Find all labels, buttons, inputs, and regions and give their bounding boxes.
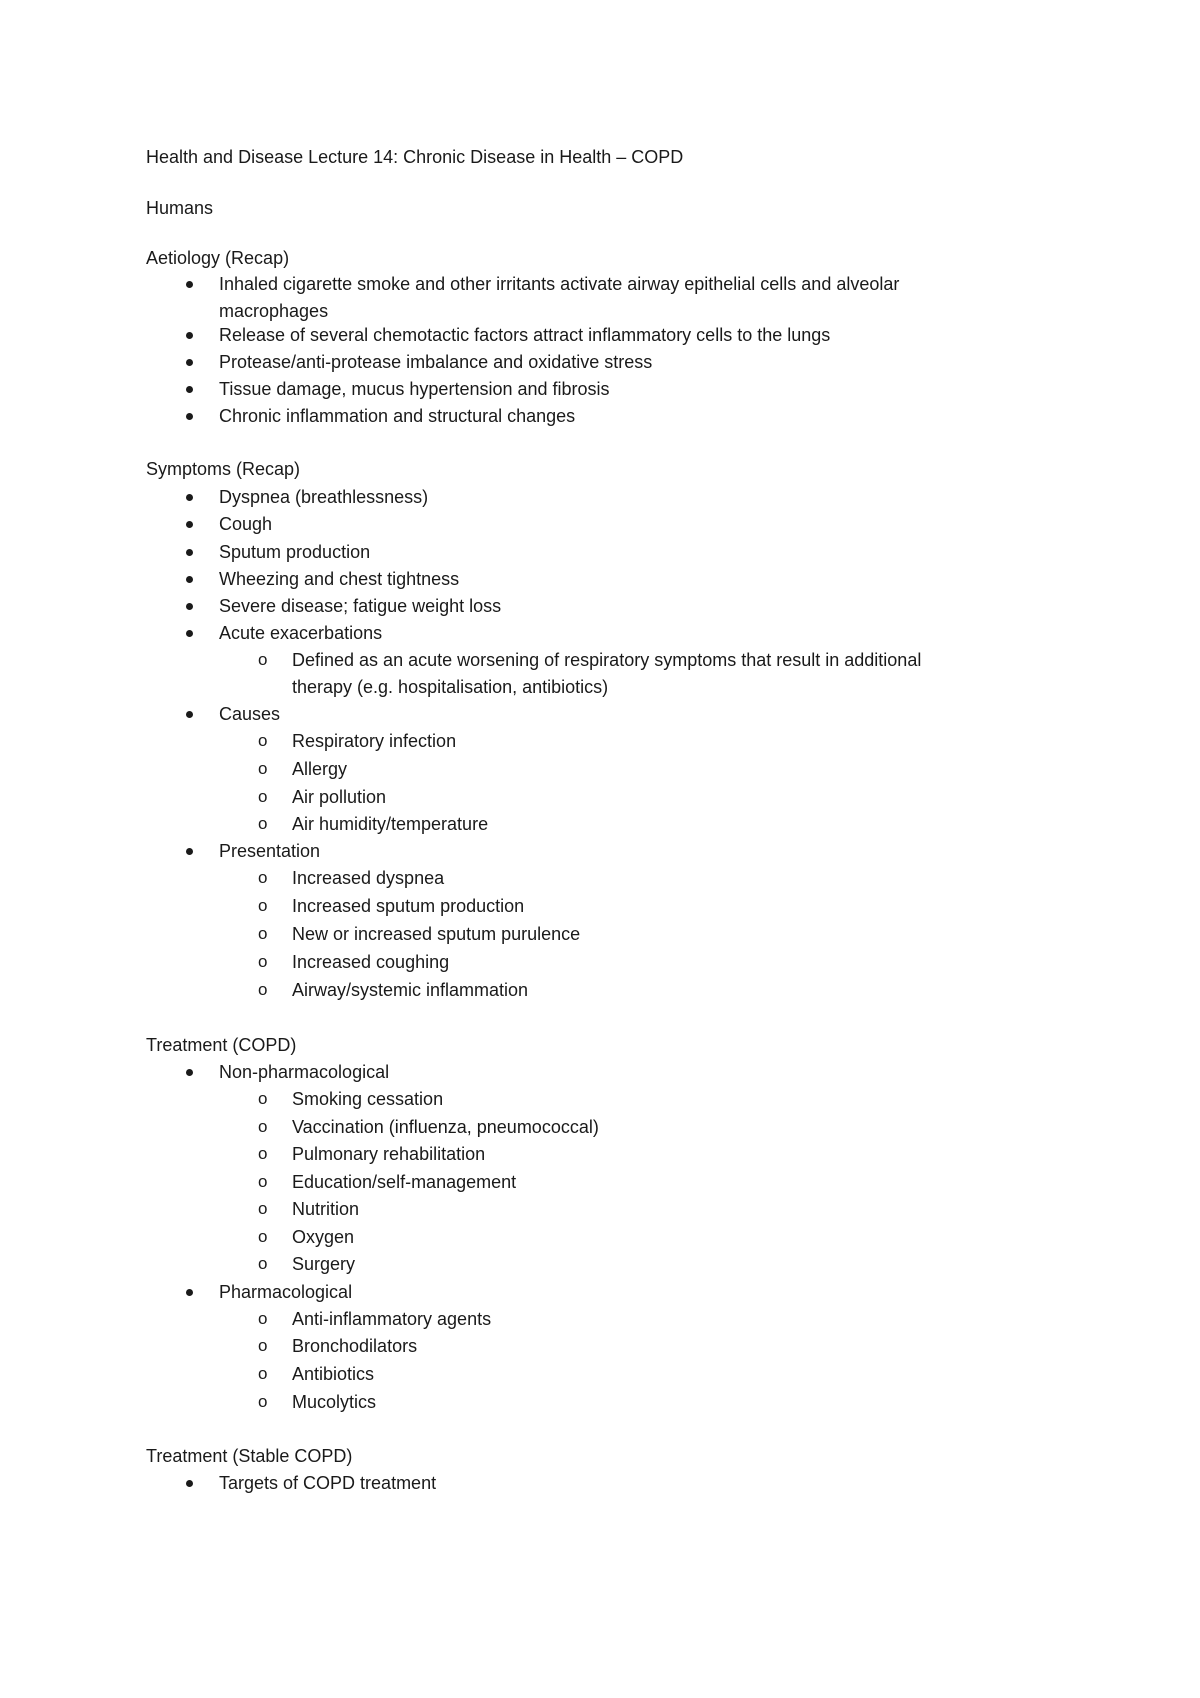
sub-list-item: Bronchodilators <box>292 1336 418 1356</box>
sub-bullet-icon: o <box>258 650 268 669</box>
sub-list-item: Respiratory infection <box>292 731 457 751</box>
sub-list-item: Smoking cessation <box>292 1089 444 1109</box>
sub-list-item: Surgery <box>292 1254 356 1274</box>
sub-list-item: Increased dyspnea <box>292 868 445 888</box>
section-heading: Aetiology (Recap) <box>146 248 290 268</box>
sub-bullet-icon: o <box>258 1392 268 1411</box>
sub-list-item: Education/self-management <box>292 1172 517 1192</box>
sub-bullet-icon: o <box>258 1089 268 1108</box>
sub-list-item: New or increased sputum purulence <box>292 924 581 944</box>
list-item: Severe disease; fatigue weight loss <box>219 596 502 616</box>
bullet-icon <box>186 413 193 420</box>
sub-list-item-continuation: therapy (e.g. hospitalisation, antibiotics) <box>292 677 609 697</box>
sub-list-item: Increased coughing <box>292 952 450 972</box>
sub-list-item: Mucolytics <box>292 1392 377 1412</box>
sub-bullet-icon: o <box>258 787 268 806</box>
bullet-icon <box>186 576 193 583</box>
list-item: Causes <box>219 704 281 724</box>
list-item: Wheezing and chest tightness <box>219 569 460 589</box>
bullet-icon <box>186 521 193 528</box>
bullet-icon <box>186 1069 193 1076</box>
list-item: Acute exacerbations <box>219 623 383 643</box>
bullet-icon <box>186 386 193 393</box>
section-heading: Symptoms (Recap) <box>146 459 301 479</box>
bullet-icon <box>186 1480 193 1487</box>
page-subtitle: Humans <box>146 198 214 218</box>
list-item: Chronic inflammation and structural changes <box>219 406 576 426</box>
list-item-continuation: macrophages <box>219 301 329 321</box>
sub-bullet-icon: o <box>258 1364 268 1383</box>
sub-bullet-icon: o <box>258 814 268 833</box>
sub-list-item: Increased sputum production <box>292 896 525 916</box>
sub-bullet-icon: o <box>258 1254 268 1273</box>
sub-bullet-icon: o <box>258 1117 268 1136</box>
sub-bullet-icon: o <box>258 1227 268 1246</box>
sub-list-item: Defined as an acute worsening of respiratory symptoms that result in additional <box>292 650 922 670</box>
list-item: Protease/anti-protease imbalance and oxidative stress <box>219 352 653 372</box>
sub-bullet-icon: o <box>258 924 268 943</box>
bullet-icon <box>186 549 193 556</box>
bullet-icon <box>186 848 193 855</box>
bullet-icon <box>186 359 193 366</box>
list-item: Cough <box>219 514 273 534</box>
section-heading: Treatment (COPD) <box>146 1035 297 1055</box>
list-item: Inhaled cigarette smoke and other irritants activate airway epithelial cells and alveolar <box>219 274 900 294</box>
sub-list-item: Pulmonary rehabilitation <box>292 1144 486 1164</box>
list-item: Targets of COPD treatment <box>219 1473 437 1493</box>
list-item: Presentation <box>219 841 321 861</box>
list-item: Non-pharmacological <box>219 1062 390 1082</box>
bullet-icon <box>186 281 193 288</box>
sub-bullet-icon: o <box>258 980 268 999</box>
bullet-icon <box>186 332 193 339</box>
sub-bullet-icon: o <box>258 1172 268 1191</box>
sub-list-item: Airway/systemic inflammation <box>292 980 529 1000</box>
page-title: Health and Disease Lecture 14: Chronic Disease in Health – COPD <box>146 147 684 167</box>
list-item: Dyspnea (breathlessness) <box>219 487 429 507</box>
sub-list-item: Air pollution <box>292 787 387 807</box>
sub-list-item: Air humidity/temperature <box>292 814 489 834</box>
sub-bullet-icon: o <box>258 1144 268 1163</box>
sub-bullet-icon: o <box>258 1336 268 1355</box>
list-item: Tissue damage, mucus hypertension and fibrosis <box>219 379 610 399</box>
bullet-icon <box>186 494 193 501</box>
sub-bullet-icon: o <box>258 868 268 887</box>
bullet-icon <box>186 603 193 610</box>
sub-list-item: Oxygen <box>292 1227 355 1247</box>
bullet-icon <box>186 711 193 718</box>
bullet-icon <box>186 630 193 637</box>
list-item: Sputum production <box>219 542 371 562</box>
sub-list-item: Anti-inflammatory agents <box>292 1309 492 1329</box>
sub-list-item: Antibiotics <box>292 1364 375 1384</box>
list-item: Release of several chemotactic factors attract inflammatory cells to the lungs <box>219 325 831 345</box>
section-heading: Treatment (Stable COPD) <box>146 1446 353 1466</box>
sub-bullet-icon: o <box>258 1309 268 1328</box>
list-item: Pharmacological <box>219 1282 353 1302</box>
sub-bullet-icon: o <box>258 759 268 778</box>
sub-list-item: Vaccination (influenza, pneumococcal) <box>292 1117 599 1137</box>
sub-list-item: Allergy <box>292 759 348 779</box>
sub-bullet-icon: o <box>258 731 268 750</box>
sub-bullet-icon: o <box>258 1199 268 1218</box>
sub-bullet-icon: o <box>258 896 268 915</box>
sub-bullet-icon: o <box>258 952 268 971</box>
sub-list-item: Nutrition <box>292 1199 360 1219</box>
bullet-icon <box>186 1289 193 1296</box>
